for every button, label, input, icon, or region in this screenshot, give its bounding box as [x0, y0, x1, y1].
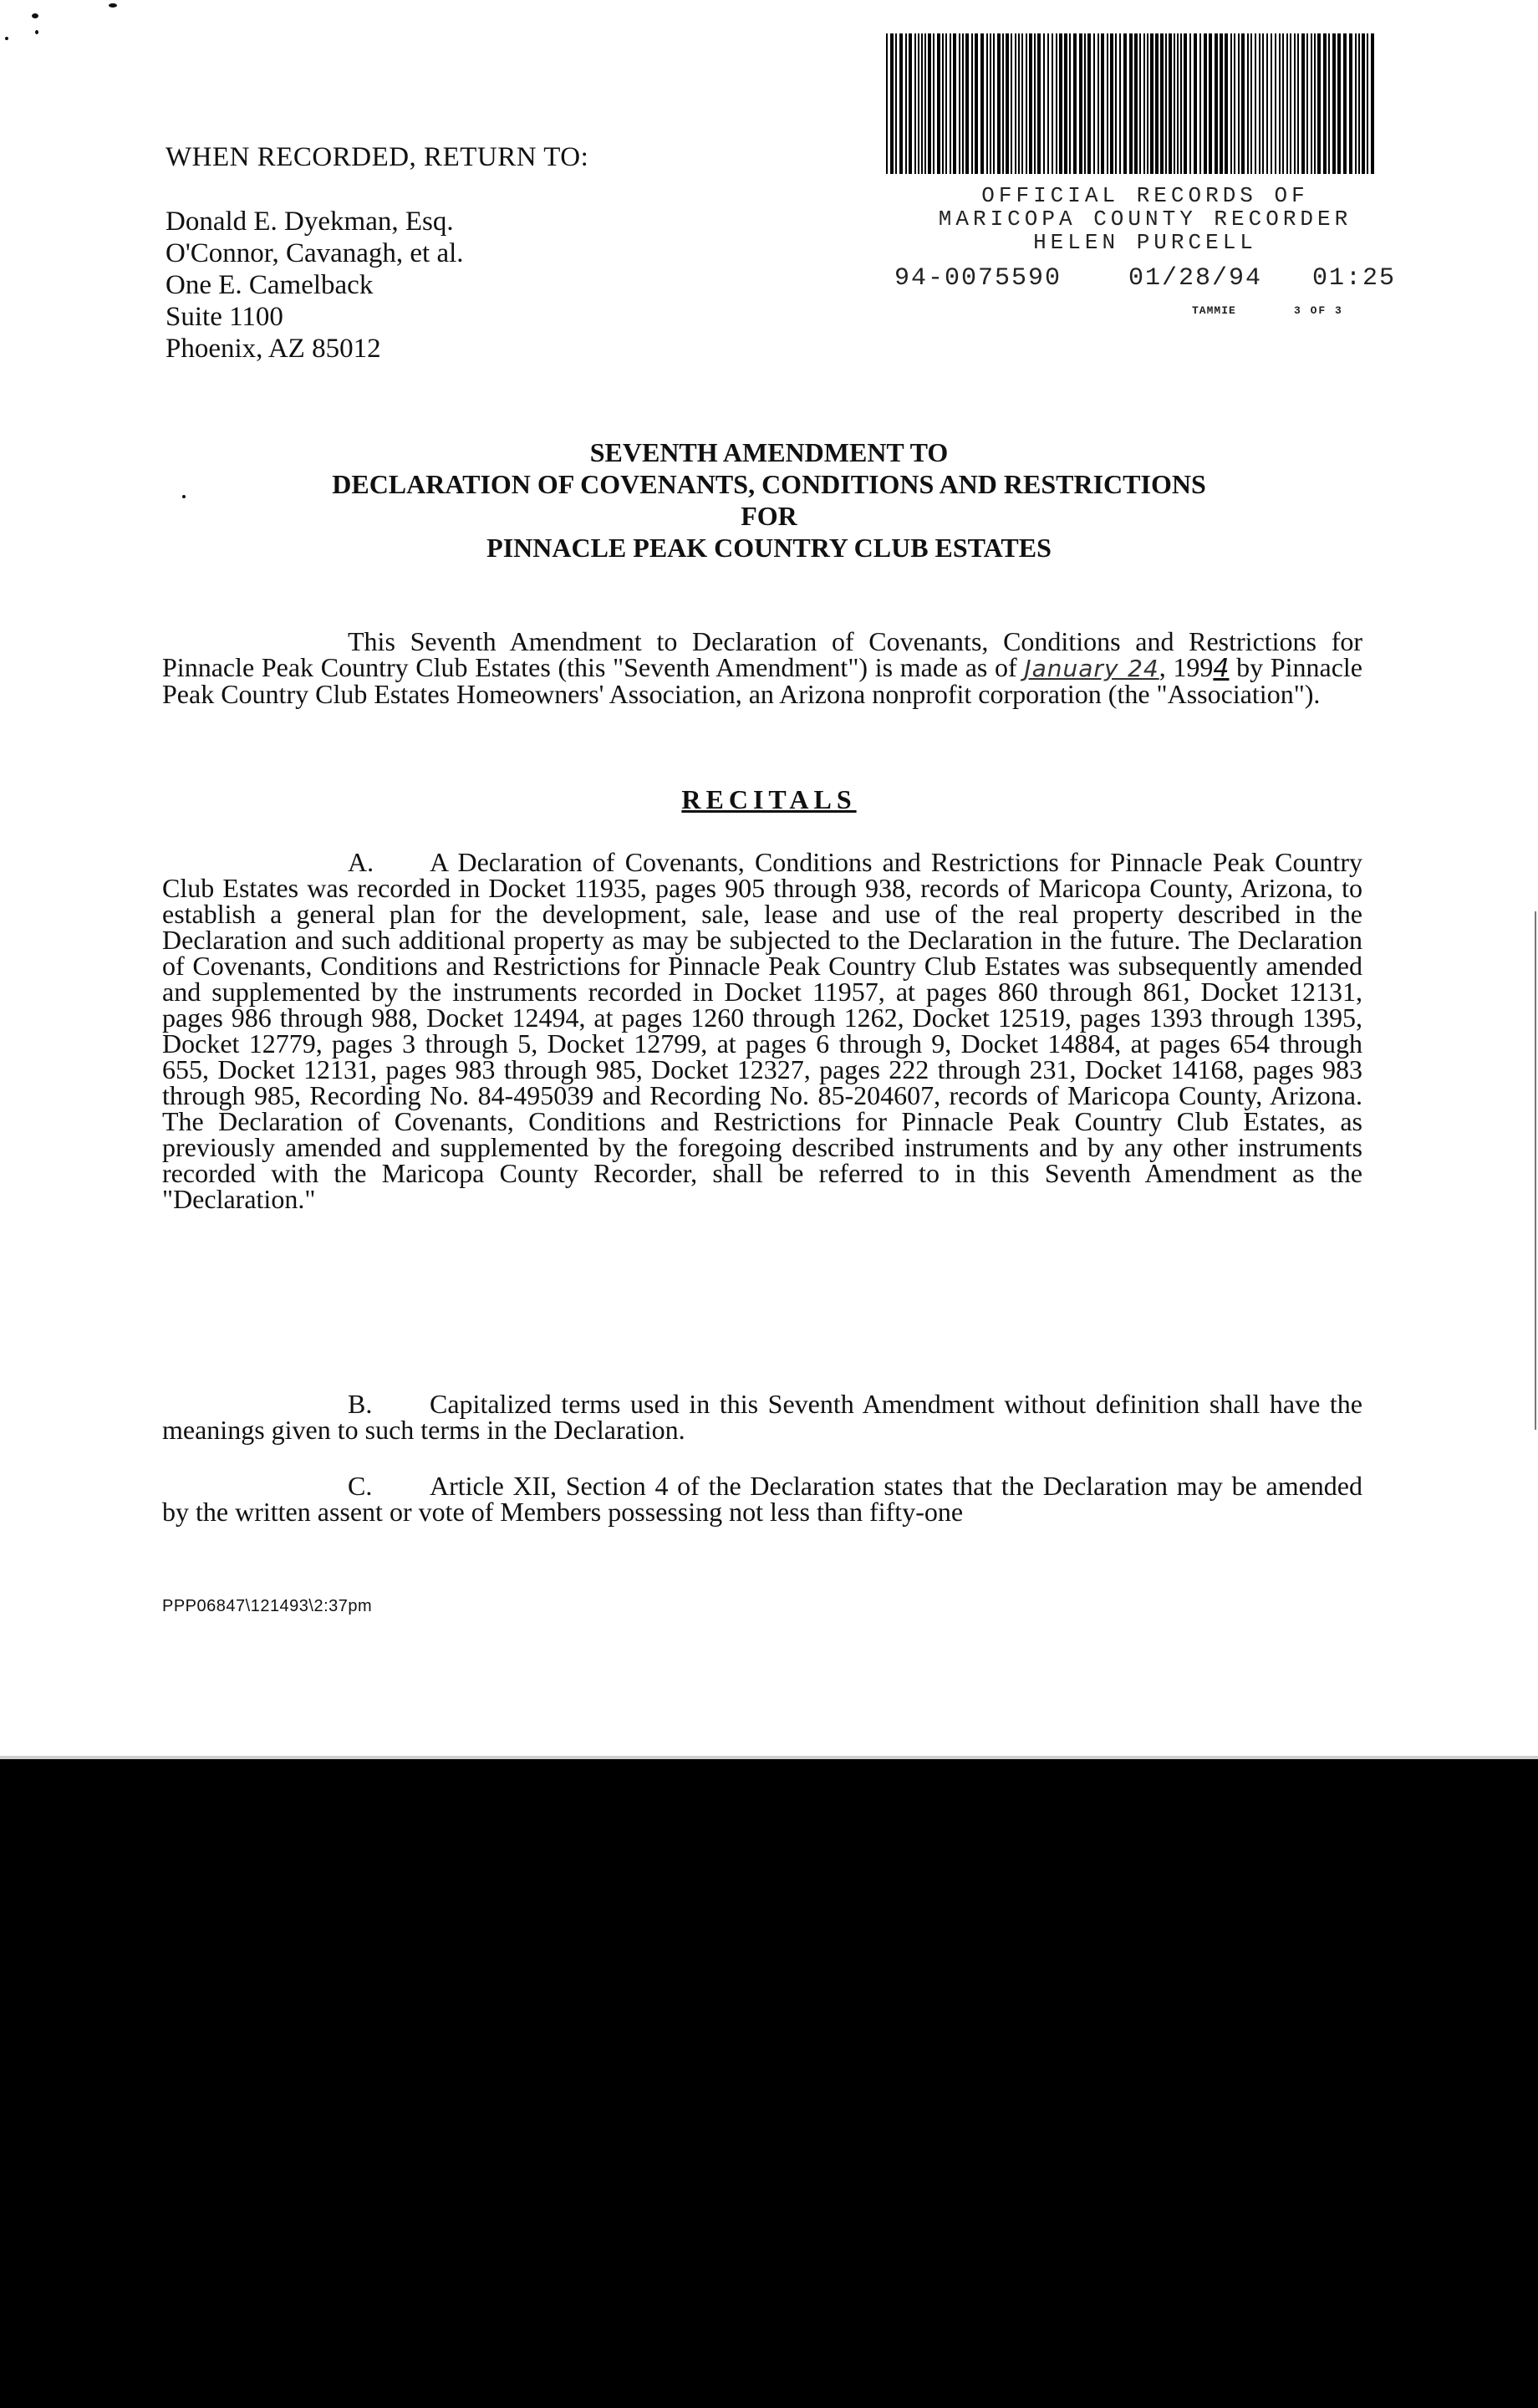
- barcode-bar: [1139, 33, 1141, 174]
- scan-edge-mark: [1535, 911, 1536, 1430]
- barcode-bar: [959, 33, 960, 174]
- barcode-bar: [1043, 33, 1045, 174]
- address-line-street: One E. Camelback: [166, 270, 374, 300]
- barcode-bar: [1169, 33, 1172, 174]
- barcode-bar: [1323, 33, 1327, 174]
- barcode-bar: [1306, 33, 1308, 174]
- barcode-bar: [986, 33, 988, 174]
- recording-clerk: TAMMIE: [1192, 304, 1236, 317]
- barcode-bar: [895, 33, 897, 174]
- barcode-bar: [997, 33, 1001, 174]
- recording-page-count: 3 OF 3: [1294, 304, 1343, 317]
- scan-speck: [35, 30, 38, 34]
- recorder-line-2: MARICOPA COUNTY RECORDER: [938, 207, 1352, 232]
- barcode-bar: [899, 33, 903, 174]
- barcode-bar: [1311, 33, 1312, 174]
- barcode-bar: [1189, 33, 1191, 174]
- recorder-line-3: HELEN PURCELL: [1033, 230, 1257, 255]
- recording-time: 01:25: [1312, 264, 1397, 293]
- recording-number: 94-0075590: [894, 264, 1062, 293]
- barcode-bar: [1026, 33, 1027, 174]
- return-address: [166, 206, 464, 365]
- return-to-heading: WHEN RECORDED, RETURN TO:: [166, 142, 589, 172]
- barcode-bar: [1134, 33, 1138, 174]
- barcode-bar: [971, 33, 973, 174]
- title-line-1: SEVENTH AMENDMENT TO: [589, 437, 949, 467]
- barcode-bar: [965, 33, 969, 174]
- barcode-bar: [1262, 33, 1264, 174]
- barcode-bar: [1002, 33, 1004, 174]
- title-line-3: FOR: [741, 501, 797, 531]
- barcode-bar: [924, 33, 926, 174]
- barcode-bar: [1119, 33, 1121, 174]
- barcode-bar: [1275, 33, 1276, 174]
- address-line-name: Donald E. Dyekman, Esq.: [166, 207, 454, 237]
- barcode-bar: [962, 33, 964, 174]
- barcode-bar: [1006, 33, 1009, 174]
- barcode-bar: [1056, 33, 1057, 174]
- barcode-bar: [980, 33, 984, 174]
- barcode-bar: [1150, 33, 1154, 174]
- barcode-bar: [1266, 33, 1268, 174]
- barcode-bar: [1059, 33, 1062, 174]
- barcode-bar: [942, 33, 944, 174]
- barcode-bar: [1029, 33, 1032, 174]
- barcode-bar: [1358, 33, 1360, 174]
- barcode-bar: [1271, 33, 1272, 174]
- barcode-bar: [1317, 33, 1321, 174]
- barcode-bar: [1064, 33, 1067, 174]
- barcode-bar: [1297, 33, 1299, 174]
- scan-speck: [5, 37, 8, 40]
- scan-speck: [32, 13, 38, 18]
- title-line-2: DECLARATION OF COVENANTS, CONDITIONS AND RESTRICTIONS: [332, 469, 1206, 499]
- barcode-bar: [975, 33, 978, 174]
- barcode-bar: [1241, 33, 1245, 174]
- title-line-4: PINNACLE PEAK COUNTRY CLUB ESTATES: [486, 533, 1052, 563]
- barcode-bar: [1097, 33, 1099, 174]
- barcode-bar: [914, 33, 916, 174]
- barcode-bar: [1021, 33, 1023, 174]
- barcode-bar: [1282, 33, 1284, 174]
- recital-label-a: A.: [348, 847, 374, 877]
- barcode-bar: [1204, 33, 1207, 174]
- barcode-bar: [1294, 33, 1296, 174]
- barcode-bar: [1018, 33, 1020, 174]
- barcode-bar: [1225, 33, 1228, 174]
- barcode-bar: [1174, 33, 1175, 174]
- recital-paragraph-a: [162, 849, 1362, 1212]
- barcode-bar: [1230, 33, 1232, 174]
- barcode-bar: [1165, 33, 1167, 174]
- barcode-bar: [1107, 33, 1108, 174]
- barcode-bar: [1115, 33, 1117, 174]
- barcode-bar: [1279, 33, 1281, 174]
- barcode-bar: [918, 33, 919, 174]
- barcode-bar: [921, 33, 923, 174]
- barcode-bar: [1220, 33, 1223, 174]
- barcode-bar: [1234, 33, 1235, 174]
- barcode-bar: [1367, 33, 1368, 174]
- barcode-bar: [1371, 33, 1374, 174]
- barcode-bar: [1155, 33, 1159, 174]
- barcode-bar: [1259, 33, 1260, 174]
- recital-text-a: A Declaration of Covenants, Conditions and Restrictions for Pinnacle Peak Country Club Estates was recorded in Docket 11935, pages 905 through 938, records of Maricopa County, Arizona, to establish a general plan for the development, sale, lease and use of the real property described in the Declaration and such additional property as may be subjected to the Declaration in the future. The Declaration of Covenants, Conditions and Restrictions for Pinnacle Peak Country Club Estates was subsequently amended and supplemented by the instruments recorded in Docket 11957, at pages 860 through 861, Docket 12131, pages 986 through 988, Docket 12494, at pages 1260 through 1262, Docket 12519, pages 1393 through 1395, Docket 12779, pages 3 through 5, Docket 12799, at pages 6 through 9, Docket 14884, at pages 654 through 655, Docket 12131, pages 983 through 985, Docket 12327, pages 222 through 231, Docket 14168, pages 983 through 985, Recording No. 84-495039 and Recording No. 85-204607, records of Maricopa County, Arizona. The Declaration of Covenants, Conditions and Restrictions for Pinnacle Peak Country Club Estates, as previously amended and supplemented by the foregoing described instruments and by any other instruments recorded with the Maricopa County Recorder, shall be referred to in this Seventh Amendment as the "Declaration.": [162, 847, 1362, 1214]
- recital-label-b: B.: [348, 1389, 373, 1419]
- barcode-bar: [1110, 33, 1113, 174]
- barcode-bar: [1079, 33, 1082, 174]
- recital-paragraph-b: [162, 1391, 1362, 1443]
- barcode-bar: [1034, 33, 1036, 174]
- barcode-bar: [1328, 33, 1330, 174]
- barcode-bar: [1184, 33, 1187, 174]
- barcode-bar: [1238, 33, 1240, 174]
- barcode-bar: [1160, 33, 1164, 174]
- barcode-image: [884, 33, 1378, 174]
- recorder-line-1: OFFICIAL RECORDS OF: [981, 183, 1309, 208]
- barcode-bar: [905, 33, 907, 174]
- barcode-bar: [1011, 33, 1012, 174]
- barcode-bar: [990, 33, 991, 174]
- barcode-bar: [928, 33, 931, 174]
- barcode-bar: [1052, 33, 1053, 174]
- barcode-bar: [886, 33, 888, 174]
- handwritten-year: 4: [1213, 654, 1230, 683]
- intro-text-part2: , 199: [1159, 652, 1214, 682]
- scan-black-margin: [0, 1759, 1538, 2408]
- barcode-bar: [1194, 33, 1197, 174]
- barcode-bar: [1343, 33, 1347, 174]
- barcode-bar: [1199, 33, 1201, 174]
- barcode-bar: [1129, 33, 1133, 174]
- barcode-bar: [1355, 33, 1357, 174]
- barcode-bar: [1286, 33, 1288, 174]
- barcode-bar: [1101, 33, 1104, 174]
- intro-text-part3: by Pinnacle Peak Country Club Estates Homeowners' Association, an Arizona nonprofit corporation (the "Association").: [162, 652, 1363, 709]
- document-title: [167, 436, 1371, 564]
- barcode-bar: [937, 33, 940, 174]
- barcode-bar: [993, 33, 995, 174]
- barcode-bar: [1073, 33, 1077, 174]
- barcode-bar: [890, 33, 894, 174]
- barcode-bar: [1250, 33, 1252, 174]
- barcode-bar: [1255, 33, 1256, 174]
- barcode-bar: [1180, 33, 1182, 174]
- barcode-bar: [953, 33, 956, 174]
- recital-paragraph-c: [162, 1473, 1362, 1525]
- barcode-bar: [1247, 33, 1249, 174]
- barcode-bar: [1301, 33, 1305, 174]
- intro-paragraph: [162, 626, 1363, 709]
- barcode-bar: [1069, 33, 1071, 174]
- recital-text-b: Capitalized terms used in this Seventh Amendment without definition shall have the meanings given to such terms in the Declaration.: [162, 1389, 1362, 1445]
- barcode-bar: [1047, 33, 1049, 174]
- barcode-bar: [1209, 33, 1212, 174]
- address-line-firm: O'Connor, Cavanagh, et al.: [166, 238, 464, 268]
- recitals-heading: RECITALS: [681, 784, 857, 814]
- barcode-bar: [1147, 33, 1148, 174]
- barcode-bar: [1037, 33, 1041, 174]
- address-line-suite: Suite 1100: [166, 302, 283, 332]
- barcode-bar: [1015, 33, 1016, 174]
- document-footer-code: PPP06847\121493\2:37pm: [162, 1597, 373, 1615]
- address-line-city: Phoenix, AZ 85012: [166, 334, 381, 364]
- barcode-bar: [1093, 33, 1095, 174]
- recital-label-c: C.: [348, 1471, 373, 1501]
- barcode-bar: [1143, 33, 1145, 174]
- barcode-bar: [950, 33, 951, 174]
- barcode-bar: [1332, 33, 1336, 174]
- handwritten-date: January 24: [1024, 655, 1159, 682]
- intro-text-part1: This Seventh Amendment to Declaration of Covenants, Conditions and Restrictions for Pinnacle Peak Country Club Estates (this "Seventh Amendment") is made as of: [162, 626, 1362, 682]
- scan-speck: [109, 3, 117, 8]
- barcode-bar: [1337, 33, 1341, 174]
- barcode-bar: [1215, 33, 1218, 174]
- barcode-bar: [1349, 33, 1352, 174]
- barcode-bar: [1084, 33, 1086, 174]
- barcode-bar: [1314, 33, 1316, 174]
- barcode-bar: [909, 33, 912, 174]
- recital-text-c: Article XII, Section 4 of the Declaration states that the Declaration may be amended by the written assent or vote of Members possessing not less than fifty-one: [162, 1471, 1362, 1527]
- barcode-bar: [1087, 33, 1091, 174]
- recording-date: 01/28/94: [1128, 264, 1263, 293]
- barcode-bar: [1290, 33, 1291, 174]
- barcode-bar: [1177, 33, 1179, 174]
- barcode-bar: [1362, 33, 1365, 174]
- barcode-bar: [945, 33, 947, 174]
- barcode-bar: [933, 33, 935, 174]
- recorder-stamp: [886, 183, 1404, 317]
- barcode-bar: [1123, 33, 1127, 174]
